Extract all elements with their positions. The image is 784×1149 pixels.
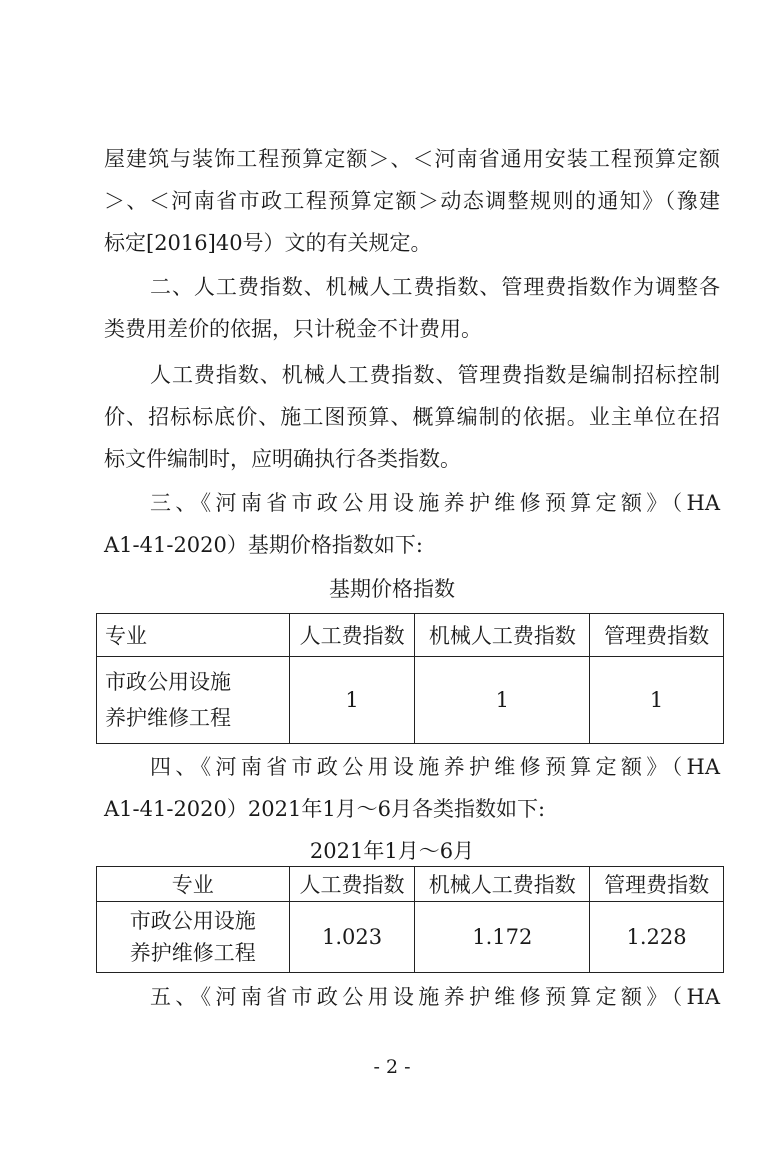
page-number: - 2 - [373,1056,411,1078]
text-line: A1-41-2020）基期价格指数如下: [104,533,423,557]
base-index-table [96,613,724,744]
table-header-cell: 专业 [97,614,290,657]
text-line: 屋建筑与装饰工程预算定额＞、＜河南省通用安装工程预算定额 [104,147,720,171]
table-cell-labor-index: 1.023 [289,902,415,973]
text-line: 五、《河南省市政公用设施养护维修预算定额》（HA [150,985,720,1009]
text-line: 三、《河南省市政公用设施养护维修预算定额》（HA [150,491,720,515]
period-index-table [96,866,724,973]
text-line: 类费用差价的依据，只计税金不计费用。 [104,317,482,341]
table-cell-category [97,902,290,973]
table-cell-category [97,657,290,744]
table-header-cell: 人工费指数 [289,614,415,657]
category-line: 市政公用设施 [129,909,256,933]
table-cell-mgmt-index: 1.228 [590,902,724,973]
table-header-cell: 机械人工费指数 [415,614,590,657]
text-line: 标文件编制时，应明确执行各类指数。 [104,447,461,471]
table-header-cell: 管理费指数 [590,614,724,657]
table-header-row [97,867,724,902]
table-cell-machine-index: 1 [415,657,590,744]
table-cell-labor-index: 1 [289,657,415,744]
text-line: 标定[2016]40号）文的有关规定。 [104,231,432,255]
table-header-cell: 管理费指数 [590,867,724,902]
text-line: ＞、＜河南省市政工程预算定额＞动态调整规则的通知》（豫建 [104,189,720,213]
category-line: 养护维修工程 [105,706,231,730]
text-line: A1-41-2020）2021年1月～6月各类指数如下: [104,797,546,821]
table-row [97,902,724,973]
table-caption: 基期价格指数 [329,577,455,601]
table-header-row [97,614,724,657]
table-header-cell: 人工费指数 [289,867,415,902]
text-line: 人工费指数、机械人工费指数、管理费指数是编制招标控制 [150,363,720,387]
category-line: 养护维修工程 [129,941,256,965]
text-line: 四、《河南省市政公用设施养护维修预算定额》（HA [150,755,720,779]
table-row [97,657,724,744]
text-line: 价、招标标底价、施工图预算、概算编制的依据。业主单位在招 [104,405,720,429]
table-header-cell: 专业 [97,867,290,902]
table-caption: 2021年1月～6月 [309,839,475,863]
table-header-cell: 机械人工费指数 [415,867,590,902]
text-line: 二、人工费指数、机械人工费指数、管理费指数作为调整各 [150,275,720,299]
table-cell-mgmt-index: 1 [590,657,724,744]
category-line: 市政公用设施 [105,670,231,694]
table-cell-machine-index: 1.172 [415,902,590,973]
